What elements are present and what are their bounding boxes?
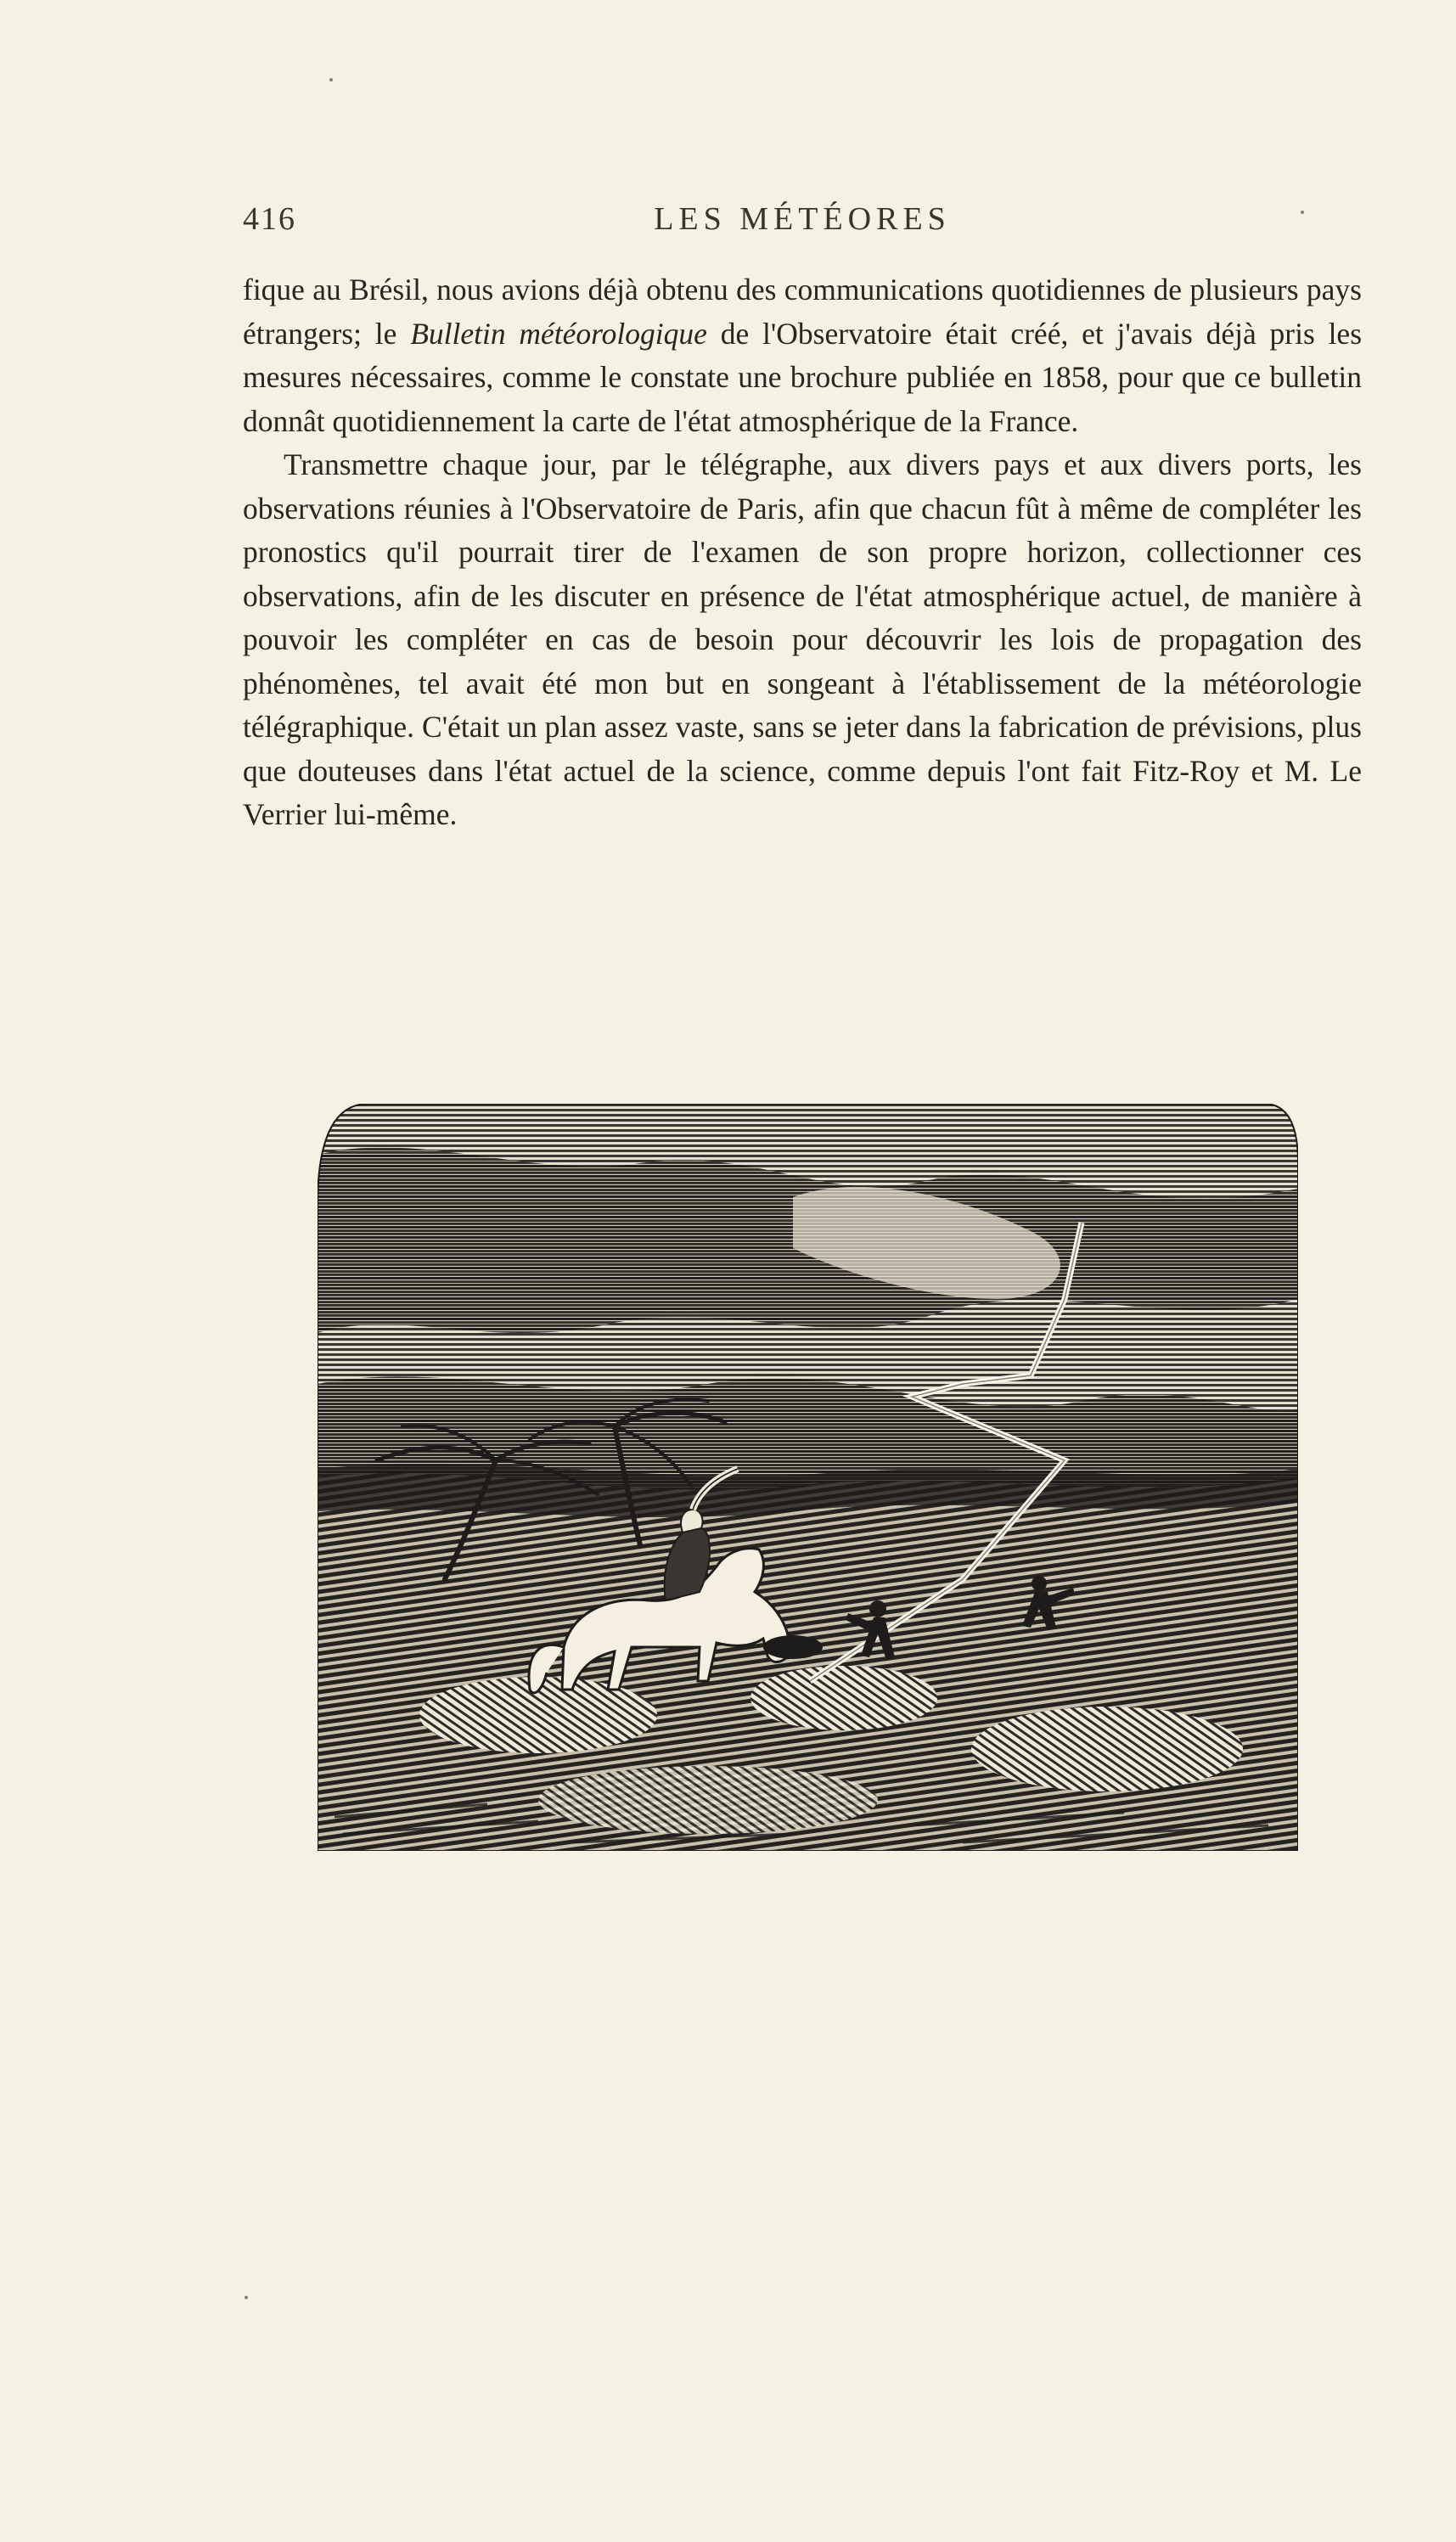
- rock-right: [971, 1707, 1243, 1791]
- storm-engraving-art: [318, 1104, 1298, 1851]
- paper-speck: [1301, 211, 1304, 214]
- bulletin-title: Bulletin météorologique: [410, 316, 707, 351]
- paragraph-1-end: de l'Observatoire était créé, et j'avais déjà pris les mesures nécessaires, comme le constate une brochure publiée en 1858, pour que ce bulletin donnât quotidiennement la carte de l'état atmosphérique de la France.: [243, 316, 1363, 438]
- paper-speck: [245, 2296, 248, 2299]
- body-text: [243, 268, 1362, 837]
- page-number: 416: [243, 201, 296, 237]
- paper-speck: [329, 78, 333, 82]
- storm-engraving: [318, 1104, 1298, 1851]
- rock-bottom: [538, 1766, 878, 1834]
- running-head: LES MÉTÉORES: [654, 201, 951, 237]
- paragraph-1-start: fique au Brésil, nous avions déjà obtenu des communications quotidiennes de plusieurs pays étrangers; le: [243, 273, 1362, 351]
- rock-center: [750, 1666, 937, 1730]
- paragraph-2: Transmettre chaque jour, par le télégraphe, aux divers pays et aux divers ports, les observations réunies à l'Observatoire de Paris, afin que chacun fût à même de compléter les pronostics qu'il pourrait tirer de l'examen de son propre horizon, collectionner ces observations, afin de les discuter en présence de l'état atmosphérique actuel, de manière à pouvoir les compléter en cas de besoin pour découvrir les lois de propagation des phénomènes, tel avait été mon but en songeant à l'établissement de la météorologie télégraphique. C'était un plan assez vaste, sans se jeter dans la fabrication de prévisions, plus que douteuses dans l'état actuel de la science, comme depuis l'ont fait Fitz-Roy et M. Le Verrier lui-même.: [243, 447, 1362, 831]
- page-header: [243, 200, 1362, 251]
- paragraph-1: [243, 268, 1362, 443]
